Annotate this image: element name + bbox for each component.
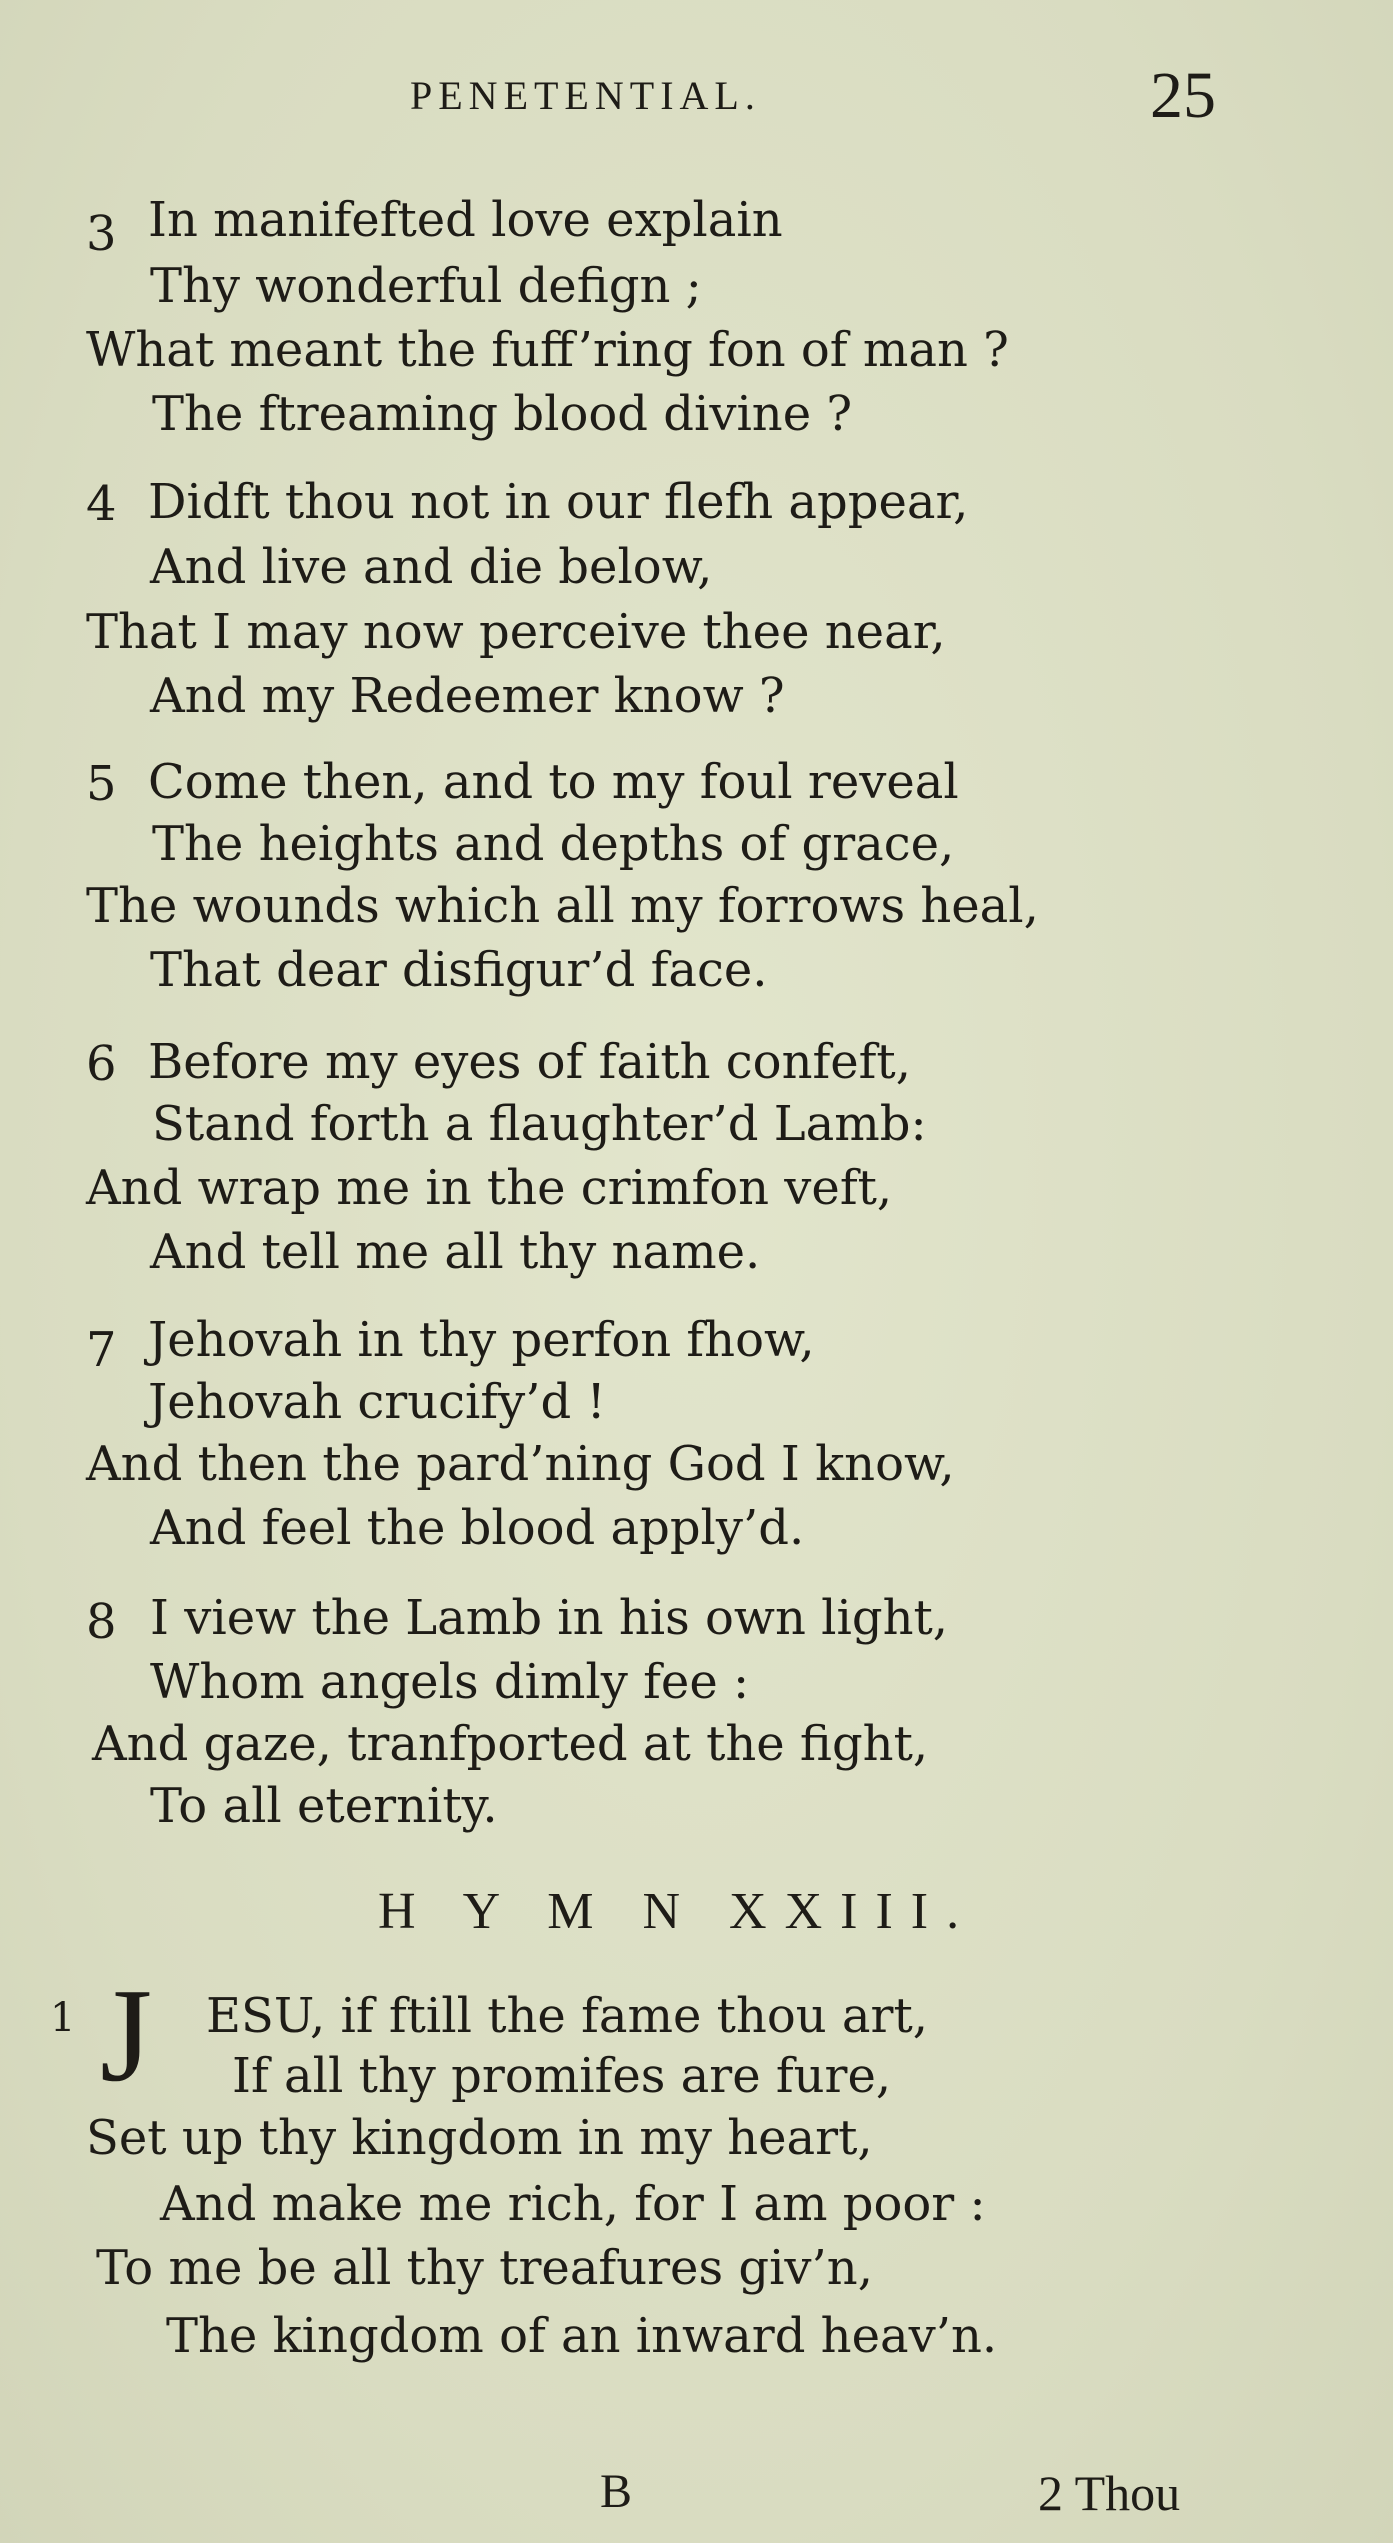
verse-line: To me be all thy treafures giv’n, [96, 2240, 873, 2296]
verse-line: The ftreaming blood divine ? [152, 386, 853, 442]
verse-line: And wrap me in the crimfon veft, [86, 1160, 893, 1216]
verse-line: Whom angels dimly fee : [150, 1654, 750, 1710]
verse-line: Set up thy kingdom in my heart, [86, 2110, 873, 2166]
verse-line: ESU, if ftill the fame thou art, [206, 1988, 929, 2044]
verse-line: And my Redeemer know ? [150, 668, 785, 724]
verse-line: Didft thou not in our flefh appear, [148, 474, 969, 530]
verse-number: 4 [86, 476, 117, 532]
signature-mark: B [600, 2465, 633, 2518]
verse-number: 5 [86, 756, 117, 812]
verse-number: 3 [86, 206, 117, 262]
catchword: 2 Thou [1038, 2465, 1181, 2521]
verse-line: Before my eyes of faith confeft, [148, 1034, 911, 1090]
verse-line: If all thy promifes are fure, [232, 2048, 892, 2104]
verse-line: Jehovah crucify’d ! [148, 1374, 606, 1430]
verse-line: What meant the fuff’ring fon of man ? [86, 322, 1009, 378]
verse-line: I view the Lamb in his own light, [150, 1590, 949, 1646]
verse-line: The kingdom of an inward heav’n. [166, 2308, 998, 2364]
verse-number: 7 [86, 1322, 117, 1378]
verse-line: Come then, and to my foul reveal [148, 754, 959, 810]
verse-line: And live and die below, [150, 539, 713, 595]
verse-number: 1 [50, 1995, 76, 2041]
verse-line: In manifefted love explain [148, 192, 783, 248]
verse-line: And gaze, tranfported at the fight, [92, 1716, 929, 1772]
hymn-title: H Y M N XXIII. [378, 1883, 978, 1940]
verse-line: And then the pard’ning God I know, [86, 1436, 955, 1492]
verse-line: Stand forth a flaughter’d Lamb: [152, 1096, 927, 1152]
verse-line: And make me rich, for I am poor : [160, 2176, 986, 2232]
verse-line: And tell me all thy name. [150, 1224, 761, 1280]
verse-line: Jehovah in thy perfon fhow, [148, 1312, 815, 1368]
verse-line: And feel the blood apply’d. [150, 1500, 805, 1556]
running-head: PENETENTIAL. [410, 73, 761, 118]
verse-line: The heights and depths of grace, [152, 816, 955, 872]
verse-line: Thy wonderful defign ; [150, 258, 702, 314]
verse-number: 8 [86, 1594, 117, 1650]
drop-cap: J [100, 1961, 153, 2109]
verse-number: 6 [86, 1036, 117, 1092]
verse-line: To all eternity. [150, 1778, 498, 1834]
verse-line: That dear disfigur’d face. [150, 942, 768, 998]
verse-line: The wounds which all my forrows heal, [86, 878, 1039, 934]
page-number: 25 [1150, 59, 1216, 132]
verse-line: That I may now perceive thee near, [86, 604, 946, 660]
